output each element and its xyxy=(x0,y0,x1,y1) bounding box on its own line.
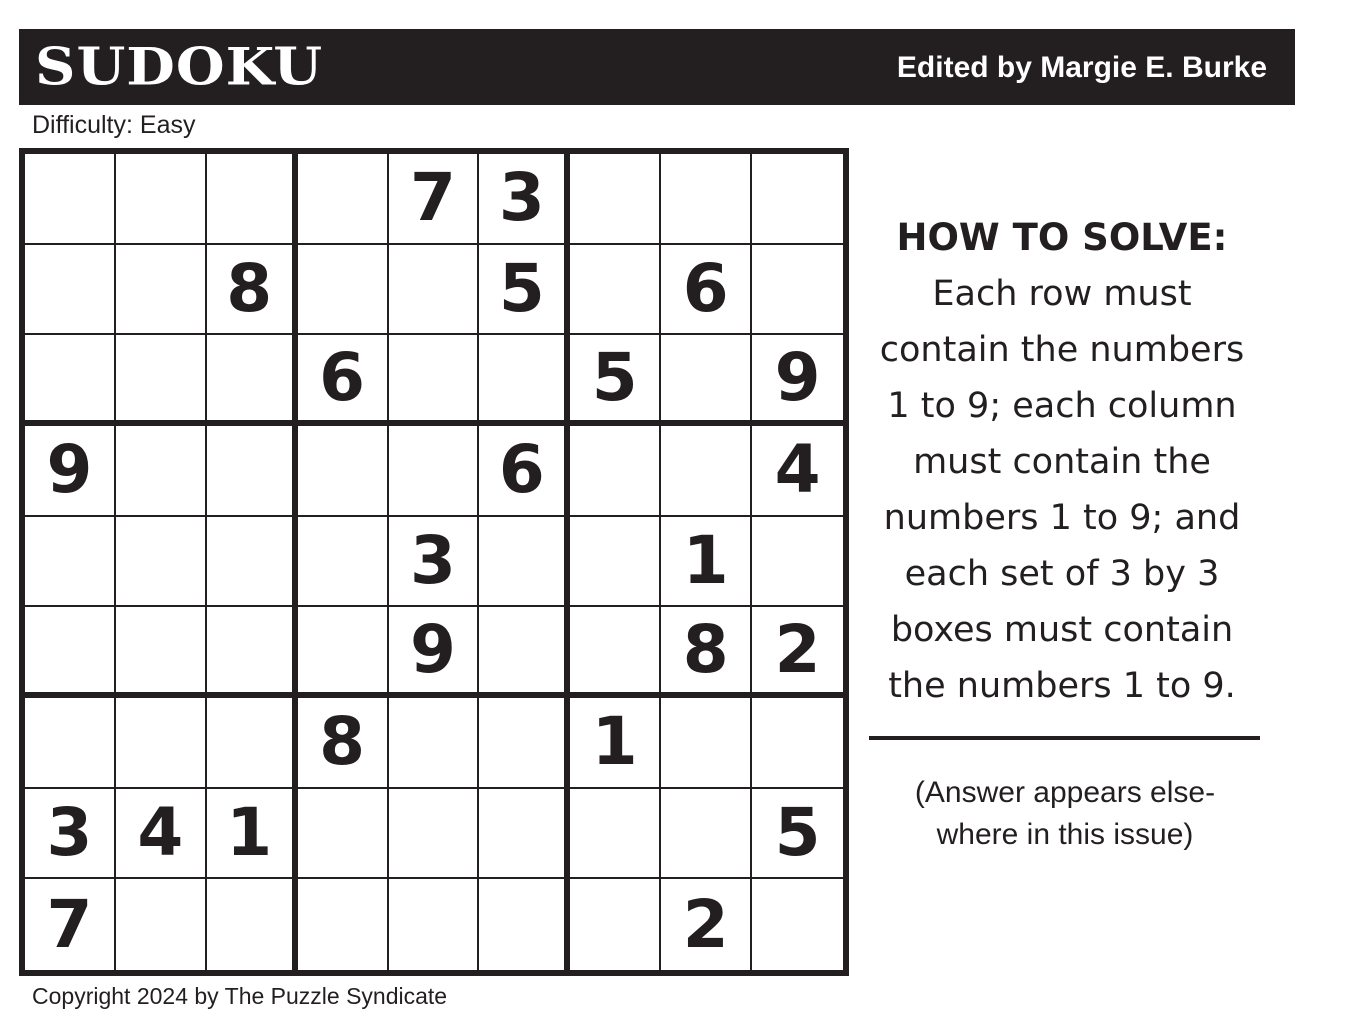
given-cell: 4 xyxy=(752,426,843,517)
empty-cell[interactable] xyxy=(298,517,389,608)
empty-cell[interactable] xyxy=(116,517,207,608)
empty-cell[interactable] xyxy=(389,879,480,970)
given-cell: 9 xyxy=(752,335,843,426)
empty-cell[interactable] xyxy=(25,517,116,608)
empty-cell[interactable] xyxy=(25,154,116,245)
given-cell: 8 xyxy=(207,245,298,336)
empty-cell[interactable] xyxy=(207,335,298,426)
given-cell: 2 xyxy=(661,879,752,970)
empty-cell[interactable] xyxy=(570,245,661,336)
given-cell: 3 xyxy=(25,789,116,880)
difficulty-label: Difficulty: Easy xyxy=(32,111,196,139)
empty-cell[interactable] xyxy=(116,154,207,245)
empty-cell[interactable] xyxy=(207,879,298,970)
empty-cell[interactable] xyxy=(570,879,661,970)
empty-cell[interactable] xyxy=(298,426,389,517)
given-cell: 8 xyxy=(661,607,752,698)
empty-cell[interactable] xyxy=(25,245,116,336)
empty-cell[interactable] xyxy=(116,426,207,517)
given-cell: 3 xyxy=(479,154,570,245)
empty-cell[interactable] xyxy=(752,245,843,336)
given-cell: 1 xyxy=(661,517,752,608)
empty-cell[interactable] xyxy=(298,245,389,336)
empty-cell[interactable] xyxy=(25,698,116,789)
given-cell: 6 xyxy=(661,245,752,336)
given-cell: 6 xyxy=(298,335,389,426)
answer-note: (Answer appears else- where in this issue) xyxy=(914,776,1216,851)
given-cell: 7 xyxy=(389,154,480,245)
empty-cell[interactable] xyxy=(570,789,661,880)
given-cell: 5 xyxy=(570,335,661,426)
empty-cell[interactable] xyxy=(661,789,752,880)
given-cell: 8 xyxy=(298,698,389,789)
empty-cell[interactable] xyxy=(116,245,207,336)
given-cell: 2 xyxy=(752,607,843,698)
how-to-solve-body: Each row must contain the numbers 1 to 9; each column must contain the numbers 1 to 9; and each set of 3 by 3 boxes must contain the numbers 1 to 9. xyxy=(879,274,1245,706)
empty-cell[interactable] xyxy=(479,879,570,970)
given-cell: 6 xyxy=(479,426,570,517)
empty-cell[interactable] xyxy=(116,698,207,789)
empty-cell[interactable] xyxy=(389,698,480,789)
sudoku-title: SUDOKU xyxy=(35,36,324,98)
empty-cell[interactable] xyxy=(298,789,389,880)
empty-cell[interactable] xyxy=(479,517,570,608)
empty-cell[interactable] xyxy=(298,154,389,245)
empty-cell[interactable] xyxy=(207,154,298,245)
empty-cell[interactable] xyxy=(570,154,661,245)
empty-cell[interactable] xyxy=(479,698,570,789)
given-cell: 1 xyxy=(207,789,298,880)
empty-cell[interactable] xyxy=(389,426,480,517)
empty-cell[interactable] xyxy=(479,607,570,698)
empty-cell[interactable] xyxy=(479,789,570,880)
editor-credit: Edited by Margie E. Burke xyxy=(896,51,1267,84)
how-to-solve-title: HOW TO SOLVE: xyxy=(896,216,1228,259)
empty-cell[interactable] xyxy=(570,517,661,608)
empty-cell[interactable] xyxy=(479,335,570,426)
header-bar xyxy=(19,29,1295,105)
given-cell: 1 xyxy=(570,698,661,789)
given-cell: 5 xyxy=(479,245,570,336)
empty-cell[interactable] xyxy=(207,517,298,608)
empty-cell[interactable] xyxy=(25,607,116,698)
empty-cell[interactable] xyxy=(752,517,843,608)
empty-cell[interactable] xyxy=(25,335,116,426)
empty-cell[interactable] xyxy=(116,607,207,698)
empty-cell[interactable] xyxy=(207,426,298,517)
given-cell: 5 xyxy=(752,789,843,880)
empty-cell[interactable] xyxy=(661,426,752,517)
given-cell: 4 xyxy=(116,789,207,880)
empty-cell[interactable] xyxy=(661,335,752,426)
sudoku-grid xyxy=(19,148,849,976)
empty-cell[interactable] xyxy=(116,879,207,970)
empty-cell[interactable] xyxy=(207,698,298,789)
empty-cell[interactable] xyxy=(389,245,480,336)
empty-cell[interactable] xyxy=(752,154,843,245)
empty-cell[interactable] xyxy=(298,879,389,970)
empty-cell[interactable] xyxy=(661,698,752,789)
empty-cell[interactable] xyxy=(389,335,480,426)
given-cell: 7 xyxy=(25,879,116,970)
how-to-solve-panel xyxy=(862,210,1262,714)
empty-cell[interactable] xyxy=(570,426,661,517)
empty-cell[interactable] xyxy=(389,789,480,880)
empty-cell[interactable] xyxy=(207,607,298,698)
empty-cell[interactable] xyxy=(116,335,207,426)
divider xyxy=(869,736,1260,740)
given-cell: 3 xyxy=(389,517,480,608)
empty-cell[interactable] xyxy=(661,154,752,245)
given-cell: 9 xyxy=(389,607,480,698)
empty-cell[interactable] xyxy=(752,698,843,789)
empty-cell[interactable] xyxy=(570,607,661,698)
copyright-notice: Copyright 2024 by The Puzzle Syndicate xyxy=(32,983,448,1009)
empty-cell[interactable] xyxy=(298,607,389,698)
given-cell: 9 xyxy=(25,426,116,517)
empty-cell[interactable] xyxy=(752,879,843,970)
